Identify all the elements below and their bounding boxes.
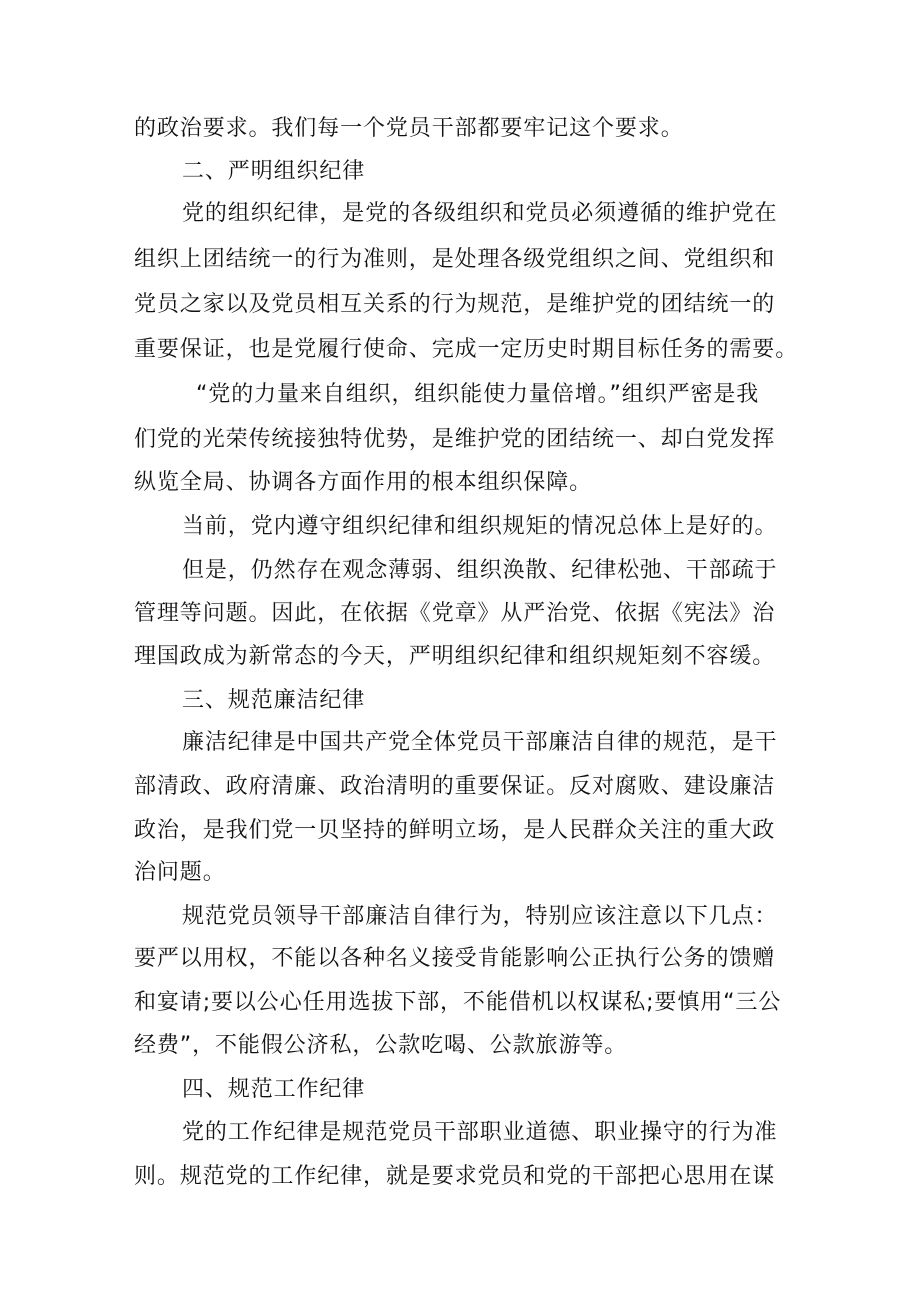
- body-text-line: 则。规范党的工作纪律，就是要求党员和党的干部把心思用在谋: [134, 1164, 776, 1189]
- body-text-line: 规范党员领导干部廉洁自律行为，特别应该注意以下几点：: [182, 904, 778, 929]
- body-text-line: 部清政、政府清廉、政治清明的重要保证。反对腐败、建设廉洁: [134, 774, 776, 799]
- body-text-line: 的政治要求。我们每一个党员干部都要牢记这个要求。: [134, 116, 684, 141]
- body-text-line: 们党的光荣传统接独特优势，是维护党的团结统一、却白党发挥: [134, 427, 776, 452]
- body-text-line: 当前，党内遵守组织纪律和组织规矩的情况总体上是好的。: [182, 514, 778, 539]
- body-text-line: 党的组织纪律，是党的各级组织和党员必须遵循的维护党在: [182, 201, 778, 226]
- section-heading: 二、严明组织纪律: [182, 159, 366, 184]
- body-text-line: 组织上团结统一的行为准则，是处理各级党组织之间、党组织和: [134, 247, 776, 272]
- body-text-line: 治问题。: [134, 860, 226, 885]
- body-text-line: 管理等问题。因此，在依据《党章》从严治党、依据《宪法》治: [134, 601, 776, 626]
- body-text-line: 理国政成为新常态的今天，严明组织纪律和组织规矩刻不容缓。: [134, 644, 776, 669]
- body-text-line: 政治，是我们党一贝坚持的鲜明立场，是人民群众关注的重大政: [134, 818, 776, 843]
- body-text-line: 党员之家以及党员相互关系的行为规范，是维护党的团结统一的: [134, 292, 776, 317]
- body-text-line: 但是，仍然存在观念薄弱、组织涣散、纪律松弛、干部疏于: [182, 558, 778, 583]
- section-heading: 四、规范工作纪律: [182, 1077, 366, 1102]
- body-text-line: 要严以用权，不能以各种名义接受肯能影响公正执行公务的馈赠: [134, 946, 776, 971]
- body-text-line: 重要保证，也是党履行使命、完成一定历史时期目标任务的需要。: [134, 337, 799, 362]
- body-text-line: 廉洁纪律是中国共产党全体党员干部廉洁自律的规范，是干: [182, 730, 778, 755]
- body-text-line: 纵览全局、协调各方面作用的根本组织保障。: [134, 470, 593, 495]
- body-text-line: 党的工作纪律是规范党员干部职业道德、职业操守的行为准: [182, 1120, 778, 1145]
- body-text-line: 经费”，不能假公济私，公款吃喝、公款旅游等。: [134, 1033, 628, 1058]
- body-text-line: “党的力量来自组织，组织能使力量倍增。”组织严密是我: [196, 382, 760, 407]
- body-text-line: 和宴请;要以公心任用选拔下部，不能借机以权谋私;要慎用“三公: [134, 990, 782, 1015]
- section-heading: 三、规范廉洁纪律: [182, 688, 366, 713]
